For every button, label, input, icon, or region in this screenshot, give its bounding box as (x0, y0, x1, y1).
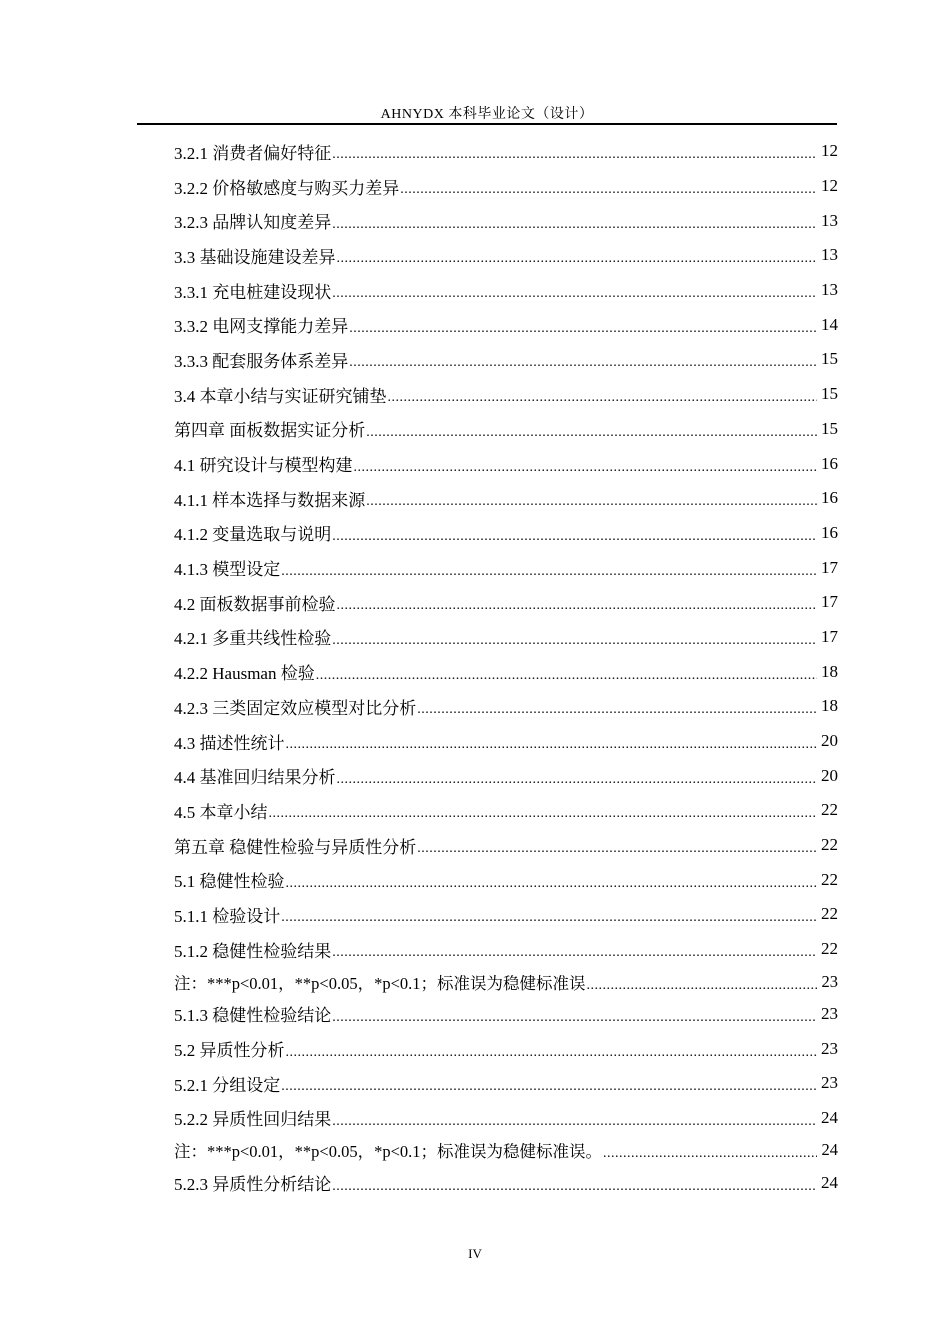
toc-dot-leader (587, 978, 817, 994)
toc-entry-label: 3.3.2 电网支撑能力差异 (174, 317, 349, 337)
toc-entry-page: 24 (821, 1172, 838, 1192)
toc-entry-page: 23 (821, 1038, 838, 1058)
toc-dot-leader (603, 1146, 817, 1162)
toc-entry-page: 22 (821, 800, 838, 820)
toc-dot-leader (349, 355, 817, 371)
toc-entry-label: 4.2 面板数据事前检验 (174, 594, 336, 614)
toc-dot-leader (332, 1179, 817, 1195)
toc-entry-page: 15 (821, 349, 838, 369)
toc-entry-page: 18 (821, 661, 838, 681)
toc-entry-page: 22 (821, 939, 838, 959)
toc-entry-label: 注：***p<0.01，**p<0.05，*p<0.1；标准误为稳健标准误。 (174, 1142, 603, 1162)
toc-entry[interactable] (174, 897, 838, 932)
toc-dot-leader (332, 1010, 817, 1026)
toc-dot-leader (337, 598, 818, 614)
toc-entry[interactable] (174, 238, 838, 273)
toc-entry-label: 3.2.1 消费者偏好特征 (174, 143, 332, 163)
toc-entry-label: 5.2 异质性分析 (174, 1041, 285, 1061)
toc-dot-leader (349, 321, 817, 337)
toc-entry[interactable] (174, 654, 838, 689)
toc-entry-page: 20 (821, 731, 838, 751)
toc-entry[interactable] (174, 689, 838, 724)
toc-entry-page: 17 (821, 626, 838, 646)
toc-entry-label: 5.1.2 稳健性检验结果 (174, 941, 332, 961)
toc-entry-label: 3.3.3 配套服务体系差异 (174, 351, 349, 371)
toc-dot-leader (337, 772, 818, 788)
toc-dot-leader (332, 1114, 817, 1130)
toc-dot-leader (281, 564, 817, 580)
toc-entry-label: 3.3 基础设施建设差异 (174, 247, 336, 267)
toc-entry-label: 3.2.2 价格敏感度与购买力差异 (174, 178, 400, 198)
toc-entry[interactable] (174, 342, 838, 377)
toc-entry-page: 16 (821, 522, 838, 542)
toc-entry-note[interactable] (174, 1135, 838, 1165)
toc-entry[interactable] (174, 862, 838, 897)
toc-entry-label: 4.1.2 变量选取与说明 (174, 525, 332, 545)
toc-entry-label: 3.4 本章小结与实证研究铺垫 (174, 386, 387, 406)
toc-dot-leader (388, 390, 818, 406)
toc-entry[interactable] (174, 620, 838, 655)
toc-entry[interactable] (174, 793, 838, 828)
toc-entry-page: 12 (821, 141, 838, 161)
toc-entry[interactable] (174, 758, 838, 793)
toc-entry-page: 22 (821, 904, 838, 924)
toc-dot-leader (332, 945, 817, 961)
toc-entry-note[interactable] (174, 967, 838, 997)
toc-entry-label: 4.2.1 多重共线性检验 (174, 629, 332, 649)
toc-entry-page: 14 (821, 314, 838, 334)
toc-entry-label: 第四章 面板数据实证分析 (174, 421, 366, 441)
toc-entry[interactable] (174, 516, 838, 551)
toc-entry[interactable] (174, 997, 838, 1032)
toc-entry-page: 15 (821, 384, 838, 404)
toc-entry-label: 第五章 稳健性检验与异质性分析 (174, 837, 417, 857)
toc-dot-leader (332, 529, 817, 545)
toc-dot-leader (332, 633, 817, 649)
toc-entry-label: 4.2.2 Hausman 检验 (174, 664, 315, 684)
toc-dot-leader (281, 1079, 817, 1095)
toc-dot-leader (286, 1045, 818, 1061)
toc-entry-label: 5.2.2 异质性回归结果 (174, 1110, 332, 1130)
toc-entry-page: 17 (821, 592, 838, 612)
toc-entry[interactable] (174, 1031, 838, 1066)
toc-dot-leader (316, 668, 817, 684)
toc-entry[interactable] (174, 307, 838, 342)
toc-entry-page: 12 (821, 176, 838, 196)
toc-entry-label: 5.1 稳健性检验 (174, 872, 285, 892)
table-of-contents (174, 134, 838, 1200)
toc-entry-label: 4.3 描述性统计 (174, 733, 285, 753)
toc-dot-leader (286, 737, 818, 753)
toc-entry-label: 4.1 研究设计与模型构建 (174, 456, 353, 476)
toc-entry-label: 注：***p<0.01，**p<0.05，*p<0.1；标准误为稳健标准误 (174, 973, 586, 993)
toc-entry[interactable] (174, 481, 838, 516)
toc-entry[interactable] (174, 1165, 838, 1200)
toc-entry-page: 23 (821, 971, 838, 991)
toc-dot-leader (286, 876, 818, 892)
toc-entry-label: 4.4 基准回归结果分析 (174, 768, 336, 788)
toc-entry-label: 3.2.3 品牌认知度差异 (174, 213, 332, 233)
toc-entry-label: 4.5 本章小结 (174, 802, 268, 822)
toc-entry[interactable] (174, 446, 838, 481)
toc-dot-leader (332, 147, 817, 163)
toc-dot-leader (337, 251, 818, 267)
toc-dot-leader (281, 910, 817, 926)
toc-entry-page: 18 (821, 696, 838, 716)
toc-entry-page: 22 (821, 835, 838, 855)
toc-entry-label: 3.3.1 充电桩建设现状 (174, 282, 332, 302)
toc-entry[interactable] (174, 273, 838, 308)
toc-entry-page: 16 (821, 488, 838, 508)
toc-entry[interactable] (174, 412, 838, 447)
toc-entry-page: 15 (821, 418, 838, 438)
toc-dot-leader (417, 841, 817, 857)
toc-entry-page: 24 (821, 1140, 838, 1160)
toc-entry[interactable] (174, 828, 838, 863)
toc-entry-label: 5.2.1 分组设定 (174, 1075, 281, 1095)
toc-entry[interactable] (174, 169, 838, 204)
toc-entry-page: 13 (821, 245, 838, 265)
toc-entry-label: 5.1.3 稳健性检验结论 (174, 1006, 332, 1026)
toc-entry-page: 13 (821, 280, 838, 300)
toc-entry-label: 5.1.1 检验设计 (174, 906, 281, 926)
toc-dot-leader (417, 702, 817, 718)
toc-entry-page: 20 (821, 765, 838, 785)
page-number: IV (468, 1246, 482, 1261)
toc-entry[interactable] (174, 203, 838, 238)
toc-dot-leader (354, 460, 818, 476)
toc-entry-page: 16 (821, 453, 838, 473)
toc-entry-page: 17 (821, 557, 838, 577)
toc-entry-label: 4.1.3 模型设定 (174, 560, 281, 580)
toc-dot-leader (269, 806, 818, 822)
toc-entry[interactable] (174, 932, 838, 967)
toc-entry[interactable] (174, 377, 838, 412)
toc-entry[interactable] (174, 1101, 838, 1136)
toc-entry-label: 4.2.3 三类固定效应模型对比分析 (174, 698, 417, 718)
toc-entry-page: 23 (821, 1073, 838, 1093)
toc-dot-leader (332, 217, 817, 233)
running-header: AHNYDX 本科毕业论文（设计） (380, 107, 594, 122)
toc-entry-page: 22 (821, 869, 838, 889)
toc-entry[interactable] (174, 1066, 838, 1101)
header-rule (137, 123, 837, 125)
toc-entry[interactable] (174, 550, 838, 585)
toc-dot-leader (332, 286, 817, 302)
toc-entry-label: 5.2.3 异质性分析结论 (174, 1175, 332, 1195)
toc-entry-page: 13 (821, 210, 838, 230)
toc-entry-label: 4.1.1 样本选择与数据来源 (174, 490, 366, 510)
toc-entry-page: 24 (821, 1107, 838, 1127)
toc-entry-page: 23 (821, 1003, 838, 1023)
toc-dot-leader (366, 425, 817, 441)
toc-entry[interactable] (174, 585, 838, 620)
toc-dot-leader (366, 494, 817, 510)
toc-entry[interactable] (174, 134, 838, 169)
toc-entry[interactable] (174, 724, 838, 759)
toc-dot-leader (400, 182, 817, 198)
